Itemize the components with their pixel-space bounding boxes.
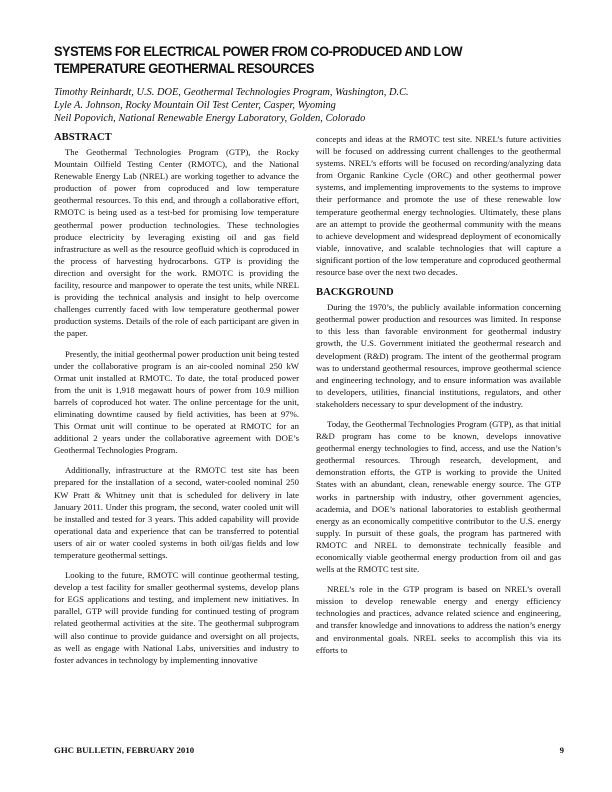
abstract-paragraph: Additionally, infrastructure at the RMOTC test site has been prepared for the installation of a second, water-cooled nominal 250 KW Pratt & Whitney unit that is scheduled for delivery in late January 2011. Under this program, the second, water cooled unit will be installed and tested for 3 years. This added capability will provide operational data and experience that can be transferred to potential users of air or water cooled systems in both oil/gas fields and low temperature geothermal settings. (54, 465, 299, 560)
author-line: Timothy Reinhardt, U.S. DOE, Geothermal Technologies Program, Washington, D.C. (54, 87, 409, 98)
right-column (316, 133, 561, 664)
publication-name: GHC BULLETIN, FEBRUARY 2010 (54, 745, 195, 755)
abstract-heading: ABSTRACT (54, 132, 112, 143)
page-number: 9 (559, 745, 564, 755)
background-heading: BACKGROUND (316, 287, 394, 299)
background-paragraph: Today, the Geothermal Technologies Program (GTP), as that initial R&D program has come to be known, develops innovative geothermal energy technologies to find, access, and use the Nation’s geothermal resources. Through research, development, and demonstration efforts, the GTP is working to provide the United States with an abundant, clean, renewable energy source. The GTP works in partnership with industry, other government agencies, academia, and DOE’s national laboratories to establish geothermal energy as an economically competitive contributor to the U.S. energy supply. In pursuit of these goals, the program has partnered with RMOTC and NREL to demonstrate technically feasible and economically viable geothermal energy production from oil and gas wells at the RMOTC test site. (316, 418, 561, 575)
background-paragraph: NREL’s role in the GTP program is based on NREL’s overall mission to develop renewable energy and energy efficiency technologies and practices, advance related science and engineering, and transfer knowledge and innovations to address the nation’s energy and environmental goals. NREL seeks to accomplish this via its efforts to (316, 584, 561, 655)
abstract-paragraph: Looking to the future, RMOTC will continue geothermal testing, develop a test facility for smaller geothermal systems, develop plans for EGS applications and testing, and implement new initiatives. In parallel, GTP will provide funding for continued testing of program related geothermal activities at the site. The geothermal subprogram will also continue to provide guidance and oversight on all projects, as well as engage with National Labs, universities and industry to foster advances in technology by implementing innovative (54, 570, 299, 665)
author-line: Lyle A. Johnson, Rocky Mountain Oil Test Center, Casper, Wyoming (54, 100, 336, 111)
article-title: SYSTEMS FOR ELECTRICAL POWER FROM CO-PRODUCED AND LOW TEMPERATURE GEOTHERMAL RESOURCES (54, 44, 463, 76)
page-footer (54, 745, 564, 755)
abstract-paragraph: Presently, the initial geothermal power production unit being tested under the collaborative program is an air-cooled nominal 250 kW Ormat unit installed at RMOTC. To date, the total produced power from the unit is 1,918 megawatt hours of power from 10.9 million barrels of coproduced hot water. The online percentage for the unit, eliminating downtime caused by field activities, has been at 97%. This Ormat unit will continue to be operated at RMOTC for an additional 2 years under the collaborative agreement with DOE’s Geothermal Technologies Program. (54, 348, 299, 456)
left-column (54, 131, 299, 674)
background-paragraph: During the 1970’s, the publicly available information concerning geothermal power production and resources was limited. In response to this less than favorable environment for geothermal industry growth, the U.S. Government initiated the geothermal research and development (R&D) program. The intent of the geothermal program was to understand geothermal resources, improve geothermal science and engineering technology, and to ensure information was available to developers, utilities, financial institutions, regulators, and other stakeholders necessary to spur development of the industry. (316, 302, 561, 409)
abstract-paragraph: The Geothermal Technologies Program (GTP), the Rocky Mountain Oilfield Testing Center (RMOTC), and the National Renewable Energy Lab (NREL) are working together to advance the production of power from coproduced and low temperature geothermal resources. To this end, and through a collaborative effort, RMOTC is being used as a test-bed for promising low temperature geothermal power production technologies. These technologies produce electricity by leveraging existing oil and gas field infrastructure as well as the resource geofluid which is coproduced in the process of harvesting hydrocarbons. GTP is providing the direction and oversight for the work. RMOTC is providing the facility, resource and manpower to operate the test units, while NREL is providing the technical analysis and insight to help overcome challenges currently faced with low temperature geothermal power production systems. Details of the role of each participant are given in the paper. (54, 147, 299, 339)
author-line: Neil Popovich, National Renewable Energy Laboratory, Golden, Colorado (54, 113, 366, 124)
author-list (54, 86, 564, 125)
abstract-continuation: concepts and ideas at the RMOTC test site. NREL’s future activities will be focused on addressing current challenges to the geothermal systems. NREL’s efforts will be focused on recording/analyzing data from Organic Rankine Cycle (ORC) and other geothermal power systems, and implementing improvements to the systems to improve their performance and promote the use of these renewable low temperature geothermal energy technologies. Ultimately, these plans are an attempt to provide the geothermal community with the means to achieve development and widespread deployment of economically viable, innovative, and scalable technologies that will capture a significant portion of the low temperature and coproduced geothermal resource base over the next two decades. (316, 134, 561, 278)
